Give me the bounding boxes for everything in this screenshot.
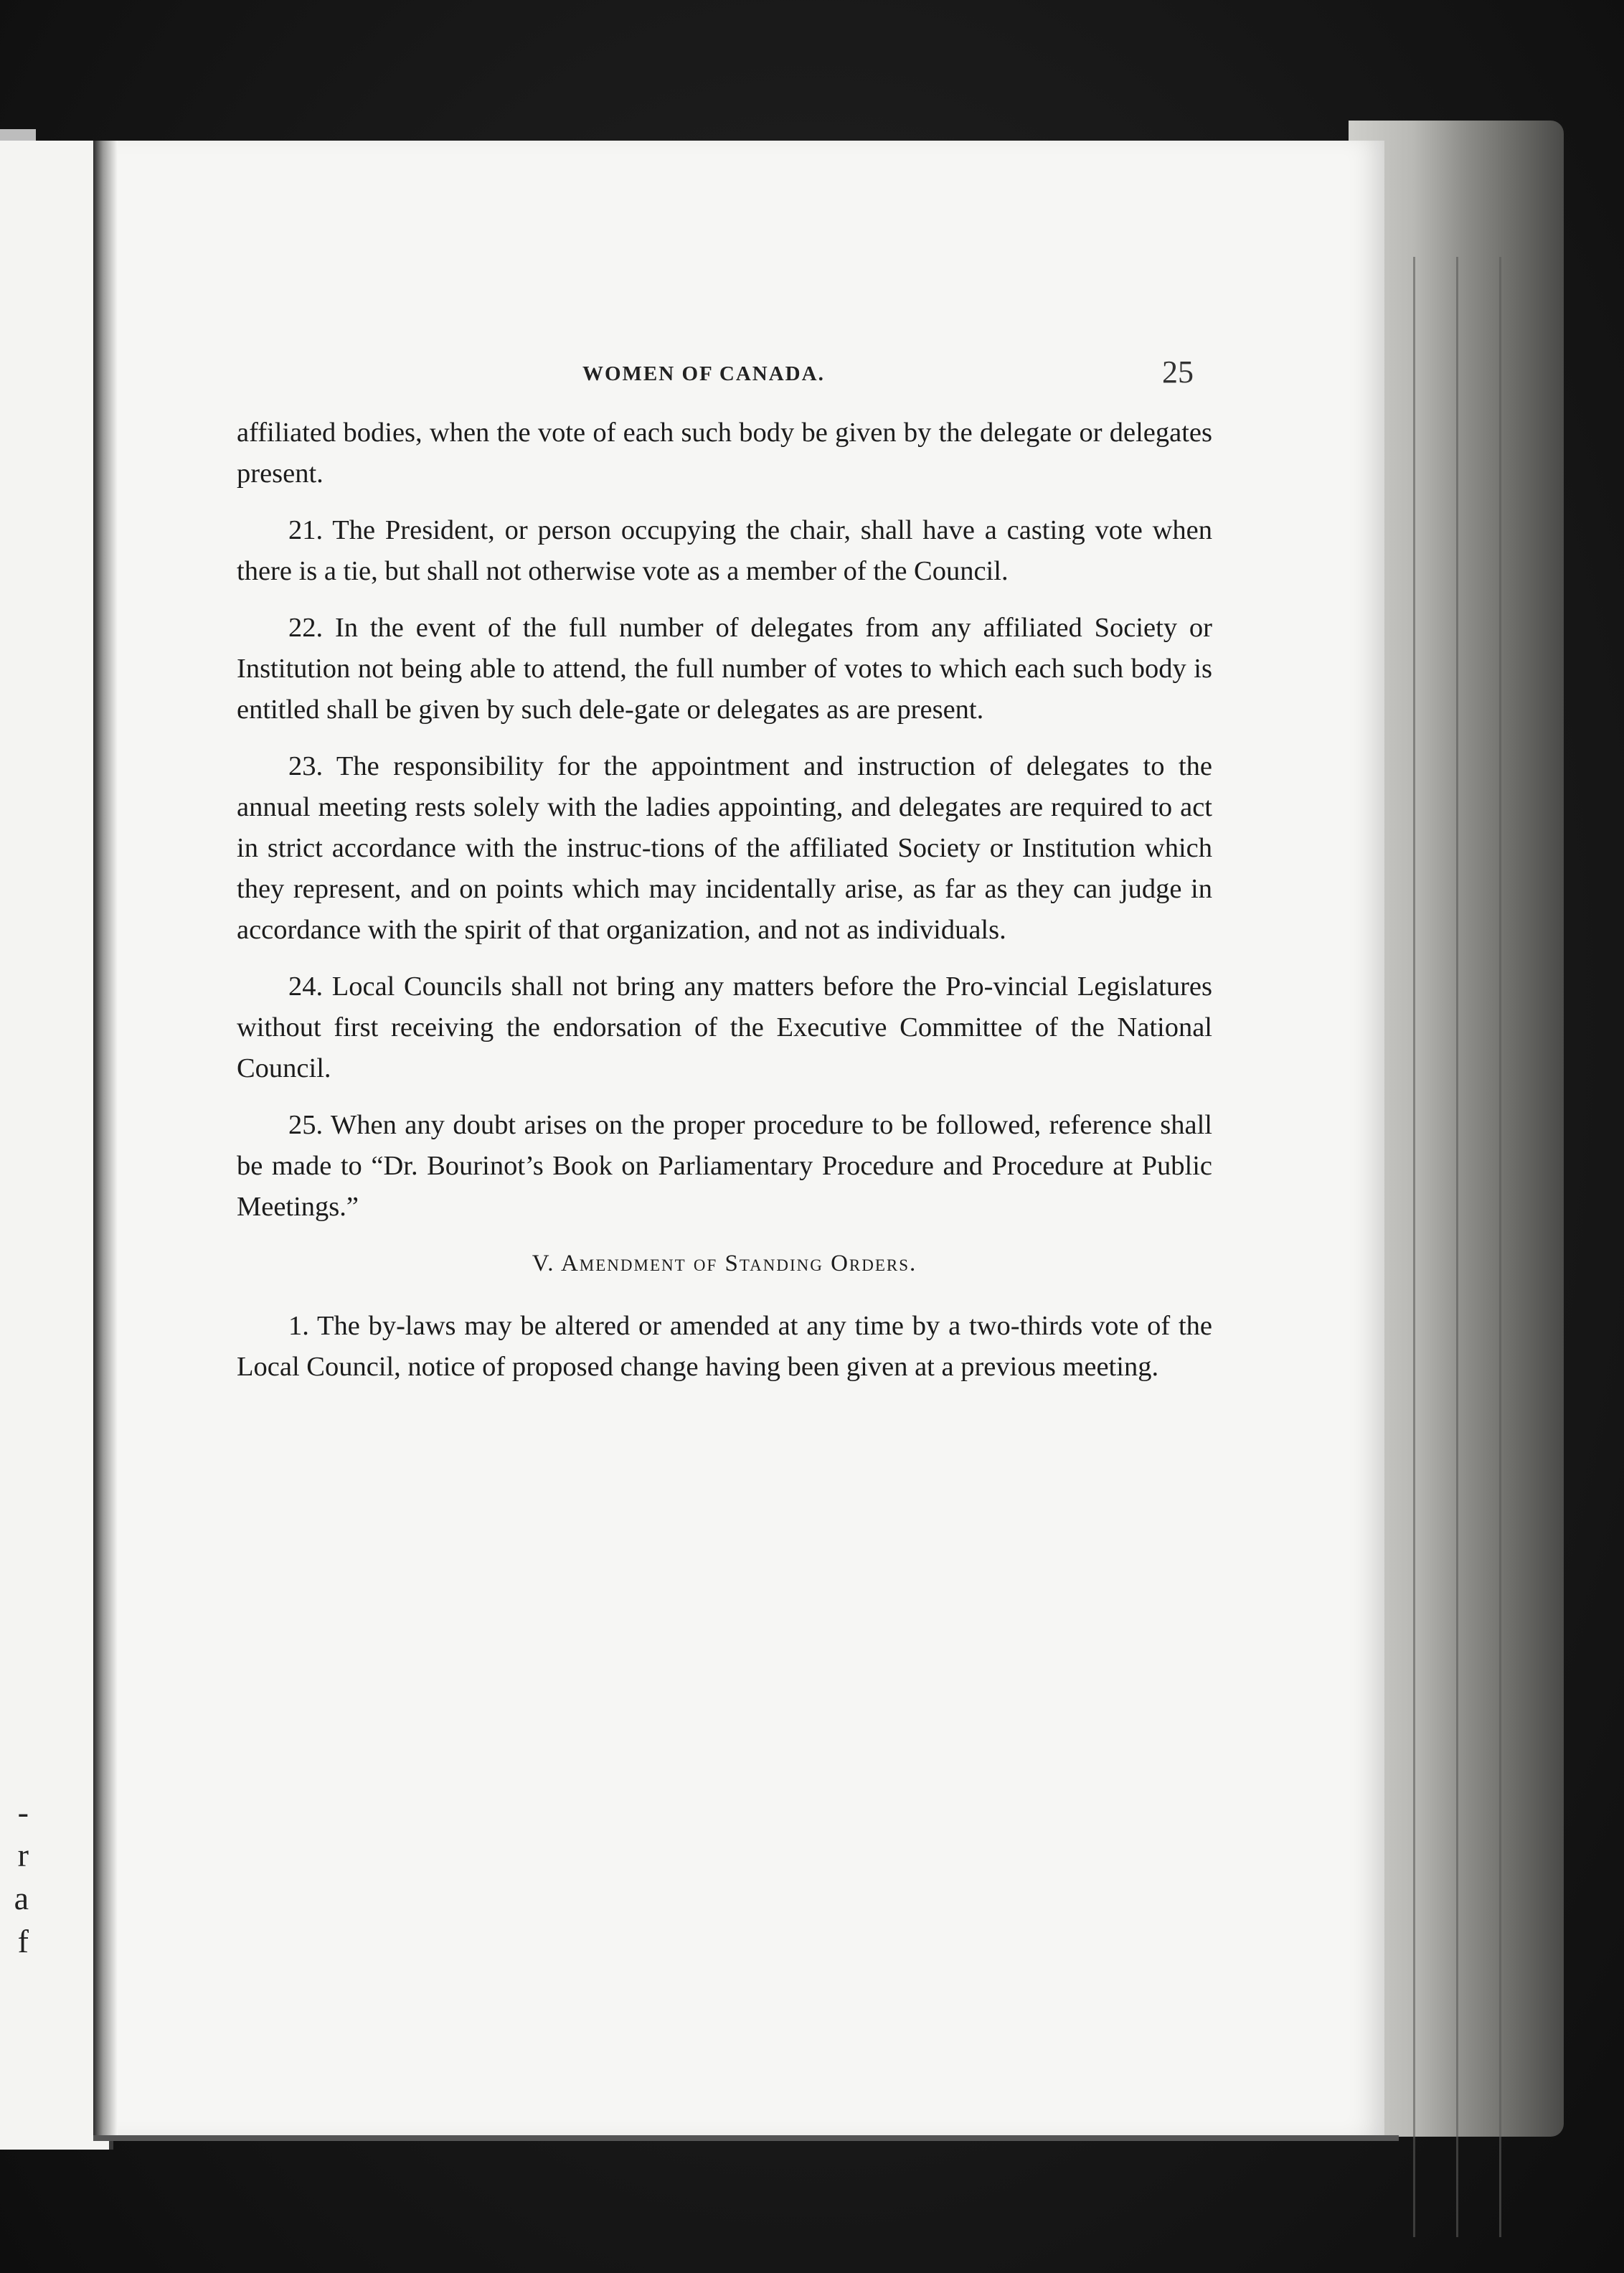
paragraph-22: 22. In the event of the full number of delegates from any affiliated Society or Institution not being able to attend, the full number of votes to which each such body is entitled shall be given by such dele-gate or delegates as are present. [237,613,1212,725]
fragment: a [14,1880,29,1916]
section-heading: V. Amendment of Standing Orders. [532,1251,917,1276]
section-paragraph-1: 1. The by-laws may be altered or amended at any time by a two-thirds vote of the Local Council, notice of proposed change having been given at a previous meeting. [237,1311,1212,1382]
page-gutter [93,141,118,2135]
page-bottom-edge [93,2135,1399,2141]
running-head-title: WOMEN OF CANADA. [582,362,825,385]
page-edge-line [1456,257,1458,2237]
page-edge-line [1413,257,1415,2237]
paragraph-23: 23. The responsibility for the appointment and instruction of delegates to the annual meeting rests solely with the ladies appointing, and delegates are required to act in strict accordance with the instruc-tions of the affiliated Society or Institution which they represent, and on points which may incidentally arise, as far as they can judge in accordance with the spirit of that organization, and not as individuals. [237,751,1212,945]
page-edge-line [1499,257,1501,2237]
page-number: 25 [1162,354,1194,390]
body-text [237,413,1212,1403]
paragraph-21: 21. The President, or person occupying the chair, shall have a casting vote when there is a tie, but shall not otherwise vote as a member of the Council. [237,515,1212,586]
fragment: - [17,1794,29,1830]
facing-page-text-fragments [0,1791,29,1963]
fragment: f [17,1923,29,1959]
running-head [0,354,1624,398]
fragment: r [17,1837,29,1873]
paragraph-24: 24. Local Councils shall not bring any matters before the Pro-vincial Legislatures without first receiving the endorsation of the Executive Committee of the National Council. [237,971,1212,1083]
paragraph-25: 25. When any doubt arises on the proper procedure to be followed, reference shall be made to “Dr. Bourinot’s Book on Parliamentary Procedure and Procedure at Public Meetings.” [237,1110,1212,1222]
paragraph-continuation: affiliated bodies, when the vote of each such body be given by the delegate or delegates present. [237,418,1212,489]
